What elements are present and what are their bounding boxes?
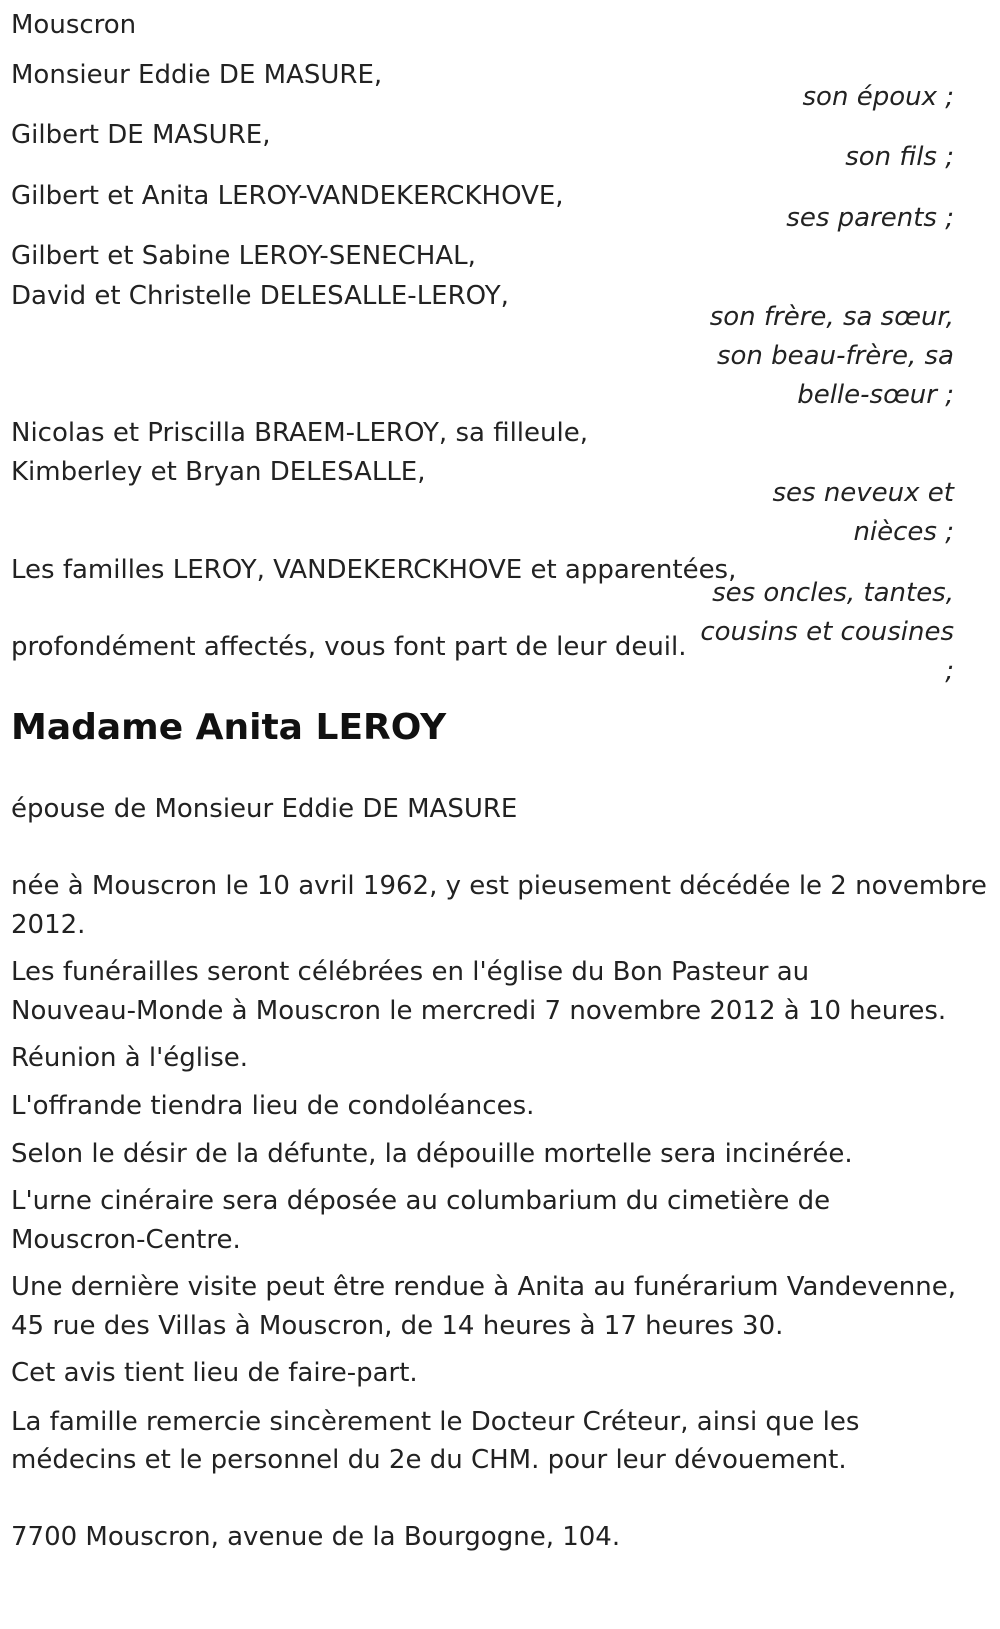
family-relation-line: son frère, sa sœur, xyxy=(709,302,954,332)
detail-line: L'urne cinéraire sera déposée au columbarium du cimetière de xyxy=(11,1186,831,1216)
city-heading: Mouscron xyxy=(11,10,137,40)
family-name-line: Monsieur Eddie DE MASURE, xyxy=(11,60,383,90)
family-name-line: Gilbert DE MASURE, xyxy=(11,120,271,150)
detail-line: Les funérailles seront célébrées en l'église du Bon Pasteur au xyxy=(11,957,810,987)
detail-line: médecins et le personnel du 2e du CHM. pour leur dévouement. xyxy=(11,1445,847,1475)
family-relation-line: son époux ; xyxy=(802,82,954,112)
family-relation-line: ses oncles, tantes, xyxy=(712,578,954,608)
family-name-line: Kimberley et Bryan DELESALLE, xyxy=(11,457,426,487)
detail-line: La famille remercie sincèrement le Docteur Créteur, ainsi que les xyxy=(11,1407,860,1437)
family-relation-line: belle-sœur ; xyxy=(797,380,954,410)
detail-line: Cet avis tient lieu de faire-part. xyxy=(11,1358,418,1388)
detail-line: Une dernière visite peut être rendue à Anita au funérarium Vandevenne, xyxy=(11,1272,957,1302)
detail-line: née à Mouscron le 10 avril 1962, y est pieusement décédée le 2 novembre xyxy=(11,871,987,901)
family-name-line: David et Christelle DELESALLE-LEROY, xyxy=(11,281,509,311)
detail-line: L'offrande tiendra lieu de condoléances. xyxy=(11,1091,535,1121)
closing-line: profondément affectés, vous font part de leur deuil. xyxy=(11,632,687,662)
family-name-line: Nicolas et Priscilla BRAEM-LEROY, sa filleule, xyxy=(11,418,588,448)
family-name-line: Les familles LEROY, VANDEKERCKHOVE et apparentées, xyxy=(11,555,737,585)
detail-line: Mouscron-Centre. xyxy=(11,1225,241,1255)
detail-line: 2012. xyxy=(11,910,86,940)
family-relation-line: son fils ; xyxy=(845,142,954,172)
family-relation-line: ; xyxy=(945,656,954,686)
spouse-line: épouse de Monsieur Eddie DE MASURE xyxy=(11,794,518,824)
family-name-line: Gilbert et Sabine LEROY-SENECHAL, xyxy=(11,241,476,271)
family-relation-line: ses neveux et xyxy=(772,478,954,508)
detail-line: Nouveau-Monde à Mouscron le mercredi 7 novembre 2012 à 10 heures. xyxy=(11,996,947,1026)
family-relation-line: nièces ; xyxy=(853,517,954,547)
family-relation-line: cousins et cousines xyxy=(700,617,954,647)
deceased-name-heading: Madame Anita LEROY xyxy=(11,707,447,748)
address-line: 7700 Mouscron, avenue de la Bourgogne, 104. xyxy=(11,1522,621,1552)
family-name-line: Gilbert et Anita LEROY-VANDEKERCKHOVE, xyxy=(11,181,564,211)
detail-line: 45 rue des Villas à Mouscron, de 14 heures à 17 heures 30. xyxy=(11,1311,784,1341)
family-relation-line: ses parents ; xyxy=(786,203,954,233)
detail-line: Réunion à l'église. xyxy=(11,1043,249,1073)
detail-line: Selon le désir de la défunte, la dépouille mortelle sera incinérée. xyxy=(11,1139,853,1169)
family-relation-line: son beau-frère, sa xyxy=(716,341,954,371)
